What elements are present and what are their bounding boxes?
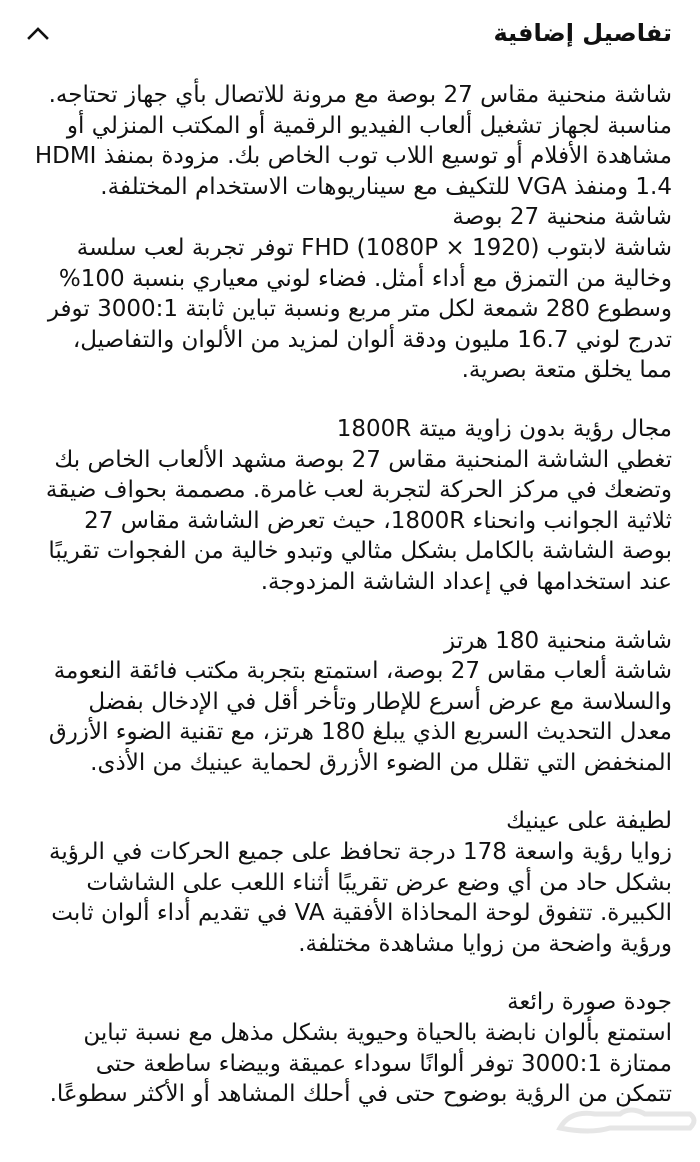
paragraph-body: شاشة منحنية مقاس 27 بوصة مع مرونة للاتصال بأي جهاز تحتاجه. مناسبة لجهاز تشغيل ألعاب الفيديو الرقمية أو المكتب المنزلي أو مشاهدة الأفلام أو توسيع اللاب توب الخاص بك. مزودة بمنفذ HDMI 1.4 ومنفذ VGA للتكيف مع سيناريوهات الاستخدام المختلفة. (34, 82, 672, 200)
feature-body: شاشة ألعاب مقاس 27 بوصة، استمتع بتجربة مكتب فائقة النعومة والسلاسة مع عرض أسرع للإطار وتأخر أقل في الإدخال بفضل معدل التحديث السريع الذي يبلغ 180 هرتز، مع تقنية الضوء الأزرق المنخفض التي تقلل من الضوء الأزرق لحماية عينيك من الأذى. (48, 658, 672, 776)
feature-heading: شاشة منحنية 180 هرتز (444, 627, 672, 654)
feature-section-curved-27 (34, 202, 672, 386)
details-header[interactable] (0, 0, 700, 66)
feature-section-180hz (34, 626, 672, 779)
details-content (34, 80, 672, 1138)
feature-body: زوايا رؤية واسعة 178 درجة تحافظ على جميع الحركات في الرؤية بشكل حاد من أي وضع عرض تقريبًا أثناء اللعب على الشاشات الكبيرة. تتفوق لوحة المحاذاة الأفقية VA في تقديم أداء ألوان ثابت ورؤية واضحة من زوايا مشاهدة مختلفة. (49, 839, 672, 957)
feature-body: شاشة لابتوب (1920 × 1080P) FHD توفر تجربة لعب سلسة وخالية من التمزق مع أداء أمثل. فضاء لوني معياري بنسبة 100% وسطوع 280 شمعة لكل متر مربع ونسبة تباين ثابتة 3000:1 توفر تدرج لوني 16.7 مليون ودقة ألوان لمزيد من الألوان والتفاصيل، مما يخلق متعة بصرية. (47, 234, 672, 384)
haraj-logo-watermark-icon (550, 1100, 700, 1140)
feature-section-1800r (34, 414, 672, 598)
description-intro (34, 80, 672, 202)
feature-heading: شاشة منحنية 27 بوصة (452, 204, 672, 231)
feature-section-image-quality (34, 987, 672, 1109)
feature-body: استمتع بألوان نابضة بالحياة وحيوية بشكل مذهل مع نسبة تباين ممتازة 3000:1 توفر ألوانًا سوداء عميقة وبيضاء ساطعة حتى تتمكن من الرؤية بوضوح حتى في أحلك المشاهد أو الأكثر سطوعًا. (49, 1020, 672, 1108)
feature-section-eye-care (34, 806, 672, 959)
section-title: تفاصيل إضافية (493, 19, 672, 47)
feature-body: تغطي الشاشة المنحنية مقاس 27 بوصة مشهد الألعاب الخاص بك وتضعك في مركز الحركة لتجربة لعب غامرة. مصممة بحواف ضيقة ثلاثية الجوانب وانحناء 1800R، حيث تعرض الشاشة مقاس 27 بوصة الشاشة بالكامل بشكل مثالي وتبدو خالية من الفجوات تقريبًا عند استخدامها في إعداد الشاشة المزدوجة. (45, 446, 672, 595)
chevron-up-icon[interactable] (22, 17, 54, 49)
feature-heading: لطيفة على عينيك (506, 808, 672, 835)
feature-heading: جودة صورة رائعة (507, 989, 672, 1016)
feature-heading: مجال رؤية بدون زاوية ميتة 1800R (336, 415, 672, 442)
